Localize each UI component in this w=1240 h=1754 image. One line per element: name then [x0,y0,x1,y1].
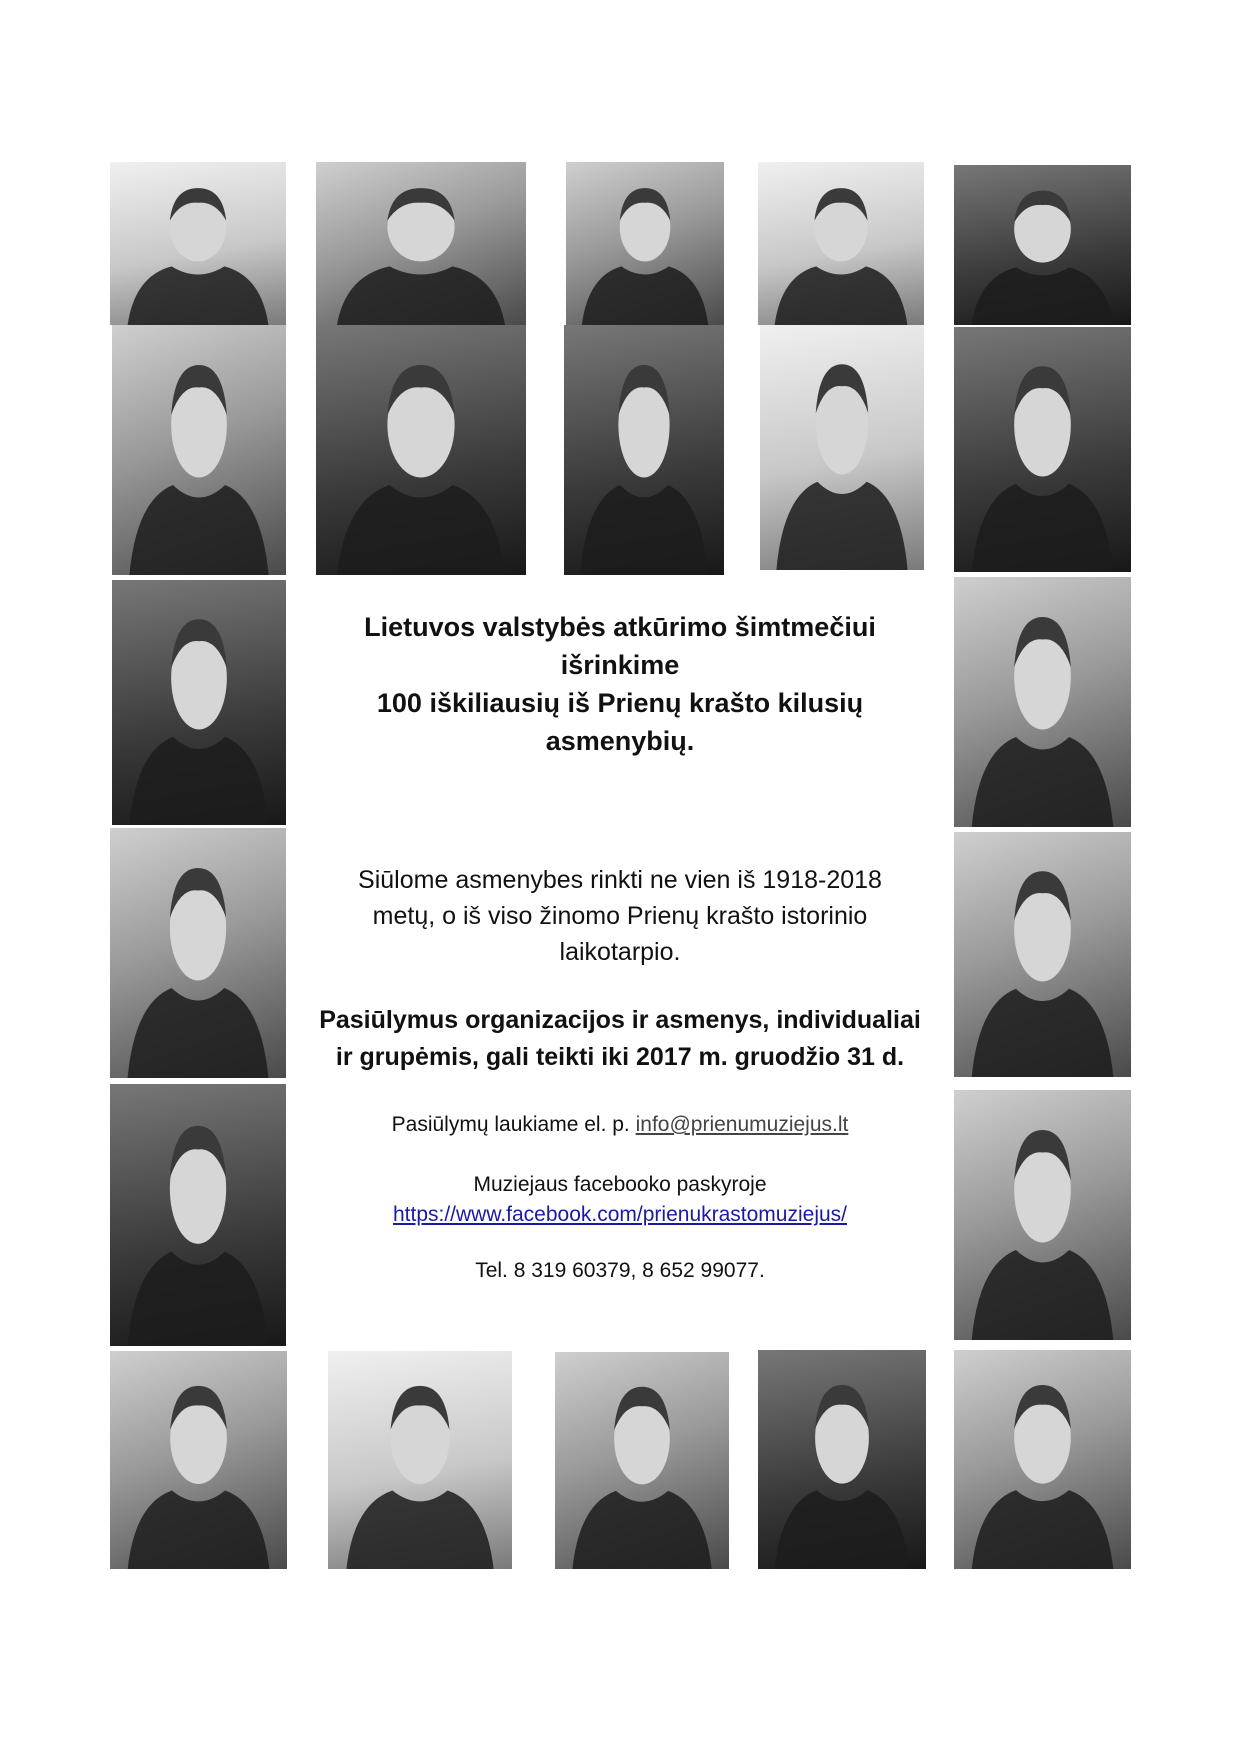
portrait-man-white-mustache [110,1351,287,1569]
portrait-bearded-man-glasses [110,162,286,325]
portrait-woman [760,325,924,570]
proposal-paragraph [300,862,940,970]
phone-contact: Tel. 8 319 60379, 8 652 99077. [475,1259,765,1282]
headline-line-3: 100 iškiliausių iš Prienų krašto kilusių [376,688,864,718]
portrait-older-man [566,162,724,325]
portrait-elderly-woman-flowers [112,325,286,575]
portrait-seated-elderly-man [112,580,286,825]
proposal-line-3: laikotarpio. [559,938,681,966]
portrait-officer-cap-glasses [564,325,724,575]
submission-line-1: Pasiūlymus organizacijos ir asmenys, individualiai [319,1006,921,1034]
submission-paragraph [300,1002,940,1076]
proposal-line-1: Siūlome asmenybes rinkti ne vien iš 1918-2018 [358,866,882,894]
proposal-line-2: metų, o iš viso žinomo Prienų krašto istorinio [372,902,868,930]
headline-line-1: Lietuvos valstybės atkūrimo šimtmečiui [364,612,876,642]
portrait-partisan-with-gun [954,1090,1131,1340]
portrait-man-round-glasses [555,1352,729,1569]
headline-line-4: asmenybių. [545,726,695,756]
portrait-man-gesturing [316,162,526,325]
portrait-man-glasses-coat [954,577,1131,827]
facebook-label: Muziejaus facebooko paskyroje [473,1173,767,1196]
facebook-contact [300,1170,940,1230]
facebook-link[interactable]: https://www.facebook.com/prienukrastomuziejus/ [392,1203,848,1226]
email-link[interactable]: info@prienumuziejus.lt [635,1113,849,1136]
portrait-man-mustache [110,828,286,1078]
email-prefix: Pasiūlymų laukiame el. p. [391,1113,630,1136]
submission-line-2: ir grupėmis, gali teikti iki 2017 m. gruodžio 31 d. [335,1043,905,1071]
portrait-man-beard-thinking [328,1351,512,1569]
headline-line-2: išrinkime [560,650,680,680]
page-title [300,608,940,760]
portrait-man-fur-hat [954,832,1131,1077]
portrait-elderly-man-mustache [316,325,526,575]
portrait-grey-haired-man [954,165,1131,325]
portrait-young-man [758,1350,926,1569]
email-contact [300,1110,940,1140]
portrait-man-at-desk [758,162,924,325]
portrait-old-man-long-beard [954,1350,1131,1569]
portrait-priest-glasses [954,327,1131,572]
portrait-man-suit-tie [110,1084,286,1346]
